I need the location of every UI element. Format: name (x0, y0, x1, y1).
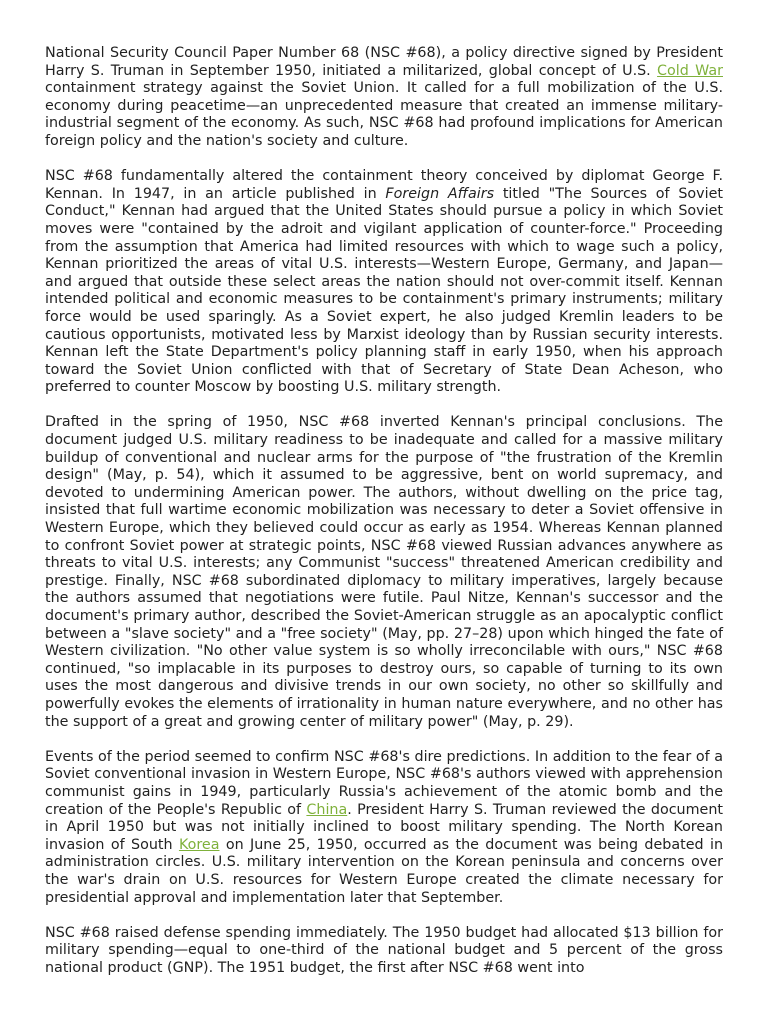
paragraph-3-text: Drafted in the spring of 1950, NSC #68 inverted Kennan's principal conclusions. The document judged U.S. military readiness to be inadequate and called for a massive military buildup of conventional and nuclear arms for the purpose of "the frustration of the Kremlin design" (May, p. 54), which it assumed to be aggressive, bent on world supremacy, and devoted to undermining American power. The authors, without dwelling on the price tag, insisted that full wartime economic mobilization was necessary to deter a Soviet offensive in Western Europe, which they believed could occur as early as 1954. Whereas Kennan planned to confront Soviet power at strategic points, NSC #68 viewed Russian advances anywhere as threats to vital U.S. interests; any Communist "success" threatened American credibility and prestige. Finally, NSC #68 subordinated diplomacy to military imperatives, largely because the authors assumed that negotiations were futile. Paul Nitze, Kennan's successor and the document's primary author, described the Soviet-American struggle as an apocalyptic conflict between a "slave society" and a "free society" (May, pp. 27–28) upon which hinged the fate of Western civilization. "No other value system is so wholly irreconcilable with ours," NSC #68 continued, "so implacable in its purposes to destroy ours, so capable of turning to its own uses the most dangerous and divisive trends in our own society, no other so skillfully and powerfully evokes the elements of irrationality in human nature everywhere, and no other has the support of a great and growing center of military power" (May, p. 29). (45, 414, 723, 730)
paragraph-4 (45, 749, 723, 907)
paragraph-2-text-b: titled "The Sources of Soviet Conduct," Kennan had argued that the United States should pursue a policy in which Soviet moves were "contained by the adroit and vigilant application of counter-force." Proceeding from the assumption that America had limited resources with which to wage such a policy, Kennan prioritized the areas of vital U.S. interests—Western Europe, Germany, and Japan—and argued that outside these select areas the nation should not over-commit itself. Kennan intended political and economic measures to be containment's primary instruments; military force would be used sparingly. As a Soviet expert, he also judged Kremlin leaders to be cautious opportunists, motivated less by Marxist ideology than by Russian security interests. Kennan left the State Department's policy planning staff in early 1950, when his approach toward the Soviet Union conflicted with that of Secretary of State Dean Acheson, who preferred to counter Moscow by boosting U.S. military strength. (45, 185, 723, 396)
link-korea[interactable]: Korea (178, 836, 220, 853)
paragraph-4-text-c: on June 25, 1950, occurred as the document was being debated in administration circles. U.S. military intervention on the Korean peninsula and concerns over the war's drain on U.S. resources for Western Europe created the climate necessary for presidential approval and implementation later that September. (45, 836, 724, 906)
paragraph-4-text-b: . President Harry S. Truman reviewed the document in April 1950 but was not initially inclined to boost military spending. The North Korean invasion of South (45, 801, 724, 853)
paragraph-3 (45, 414, 723, 731)
paragraph-1-text-a: National Security Council Paper Number 68 (NSC #68), a policy directive signed by President Harry S. Truman in September 1950, initiated a militarized, global concept of U.S. (45, 45, 723, 79)
paragraph-5-text: NSC #68 raised defense spending immediately. The 1950 budget had allocated $13 billion for military spending—equal to one-third of the national budget and 5 percent of the gross national product (GNP). The 1951 budget, the first after NSC #68 went into (45, 924, 723, 976)
paragraph-5 (45, 925, 723, 978)
paragraph-1-text-b: containment strategy against the Soviet Union. It called for a full mobilization of the U.S. economy during peacetime—an unprecedented measure that created an immense military-industrial segment of the economy. As such, NSC #68 had profound implications for American foreign policy and the nation's society and culture. (45, 80, 723, 149)
foreign-affairs-title: Foreign Affairs (385, 185, 495, 202)
paragraph-1 (45, 45, 723, 151)
link-cold-war[interactable]: Cold War (657, 62, 723, 79)
paragraph-2 (45, 168, 723, 397)
article-body (45, 45, 723, 995)
paragraph-4-text-a: Events of the period seemed to confirm NSC #68's dire predictions. In addition to the fear of a Soviet conventional invasion in Western Europe, NSC #68's authors viewed with apprehension communist gains in 1949, particularly Russia's achievement of the atomic bomb and the creation of the People's Republic of (45, 748, 723, 818)
link-china[interactable]: China (306, 801, 348, 818)
paragraph-2-text-a: NSC #68 fundamentally altered the containment theory conceived by diplomat George F. Kennan. In 1947, in an article published in (45, 168, 723, 202)
